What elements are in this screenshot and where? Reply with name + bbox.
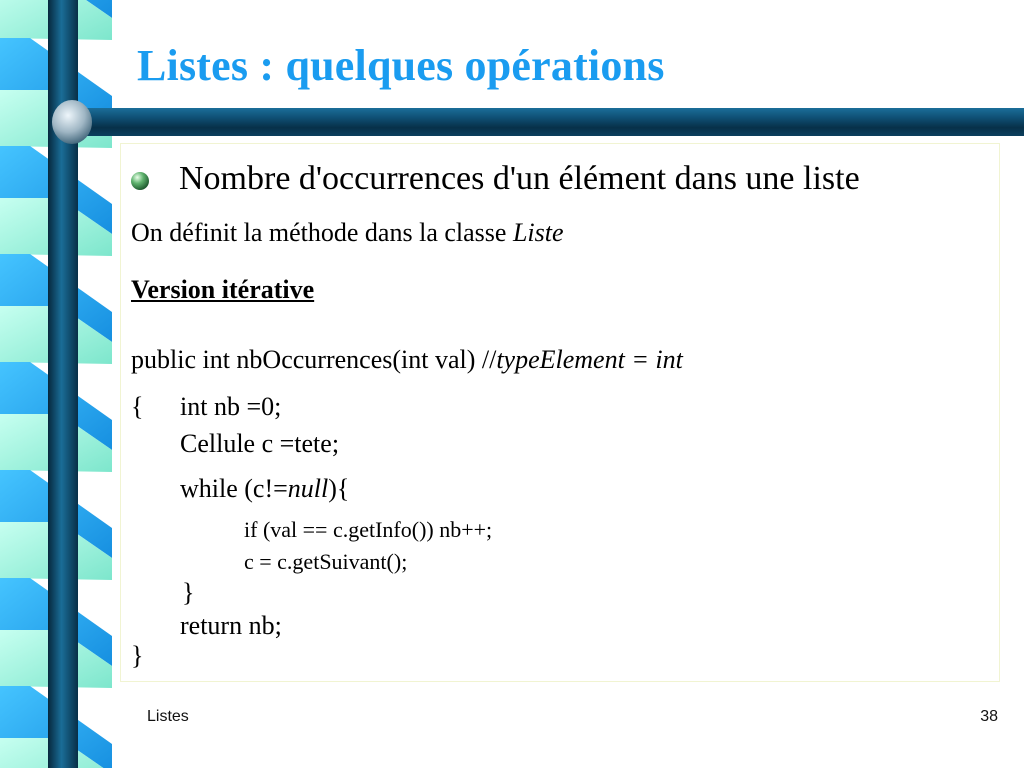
code-close-brace: } [131, 641, 144, 670]
code-line-4: if (val == c.getInfo()) nb++; [244, 517, 493, 542]
slide-title: Listes : quelques opérations [137, 41, 665, 90]
code-signature-comment: typeElement = int [496, 345, 683, 374]
page-number: 38 [980, 708, 998, 725]
code-line-5: c = c.getSuivant(); [244, 549, 408, 574]
subheading: Version itérative [131, 275, 315, 304]
code-line-3-b: ){ [328, 474, 350, 503]
bullet-text: Nombre d'occurrences d'un élément dans une liste [179, 160, 860, 197]
code-null-keyword: null [287, 474, 329, 503]
code-line-3-a: while (c!= [180, 474, 288, 503]
code-open-brace: { [131, 392, 144, 421]
code-line-1: int nb =0; [180, 392, 282, 421]
code-signature-text: public int nbOccurrences(int val) // [131, 345, 497, 374]
intro-class-name: Liste [512, 218, 564, 247]
code-signature [131, 345, 683, 375]
title-bar [76, 108, 1024, 136]
green-sphere-icon [131, 172, 149, 190]
code-line-2: Cellule c =tete; [180, 429, 340, 458]
intro-text: On définit la méthode dans la classe [131, 218, 513, 247]
title-bar-knob [52, 100, 92, 144]
code-line-3 [180, 474, 349, 504]
code-line-7: return nb; [180, 611, 282, 640]
intro-line [131, 218, 564, 248]
footer-label: Listes [147, 708, 189, 725]
code-line-6: } [182, 578, 195, 607]
